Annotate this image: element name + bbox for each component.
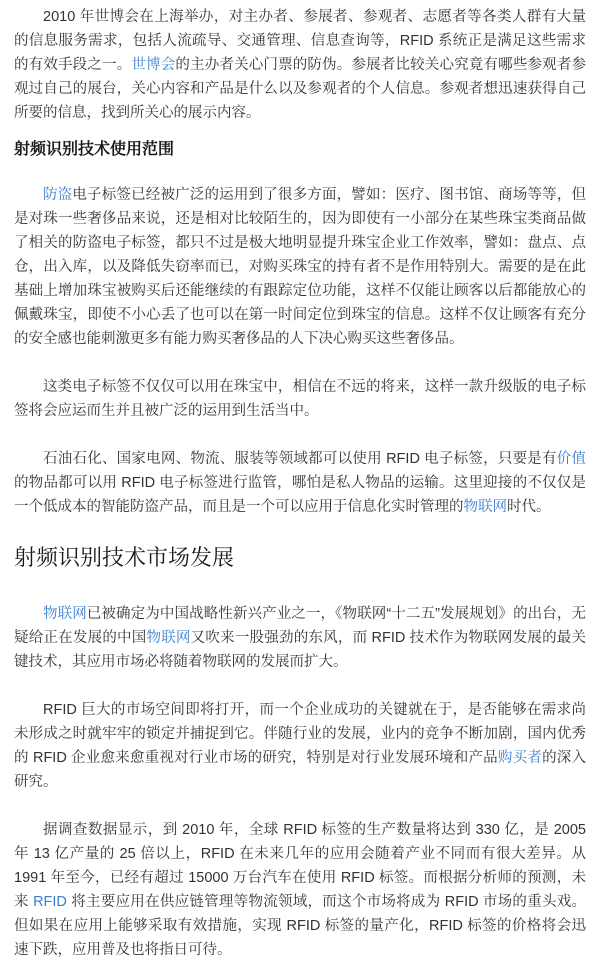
paragraph-upgraded-tags	[14, 375, 586, 423]
text-run: 时代。	[507, 499, 551, 515]
text-run: 的主办者关心门票的防伪。参展者比较关心究竟有哪些参观者参观过自己的展台，关心内容和产品是什么以及参观者的个人信息。参观者想迅速获得自己所要的信息，找到所关心的展示内容。	[14, 57, 587, 121]
paragraph-market-space	[14, 698, 586, 794]
text-run: RFID 巨大的市场空间即将打开，而一个企业成功的关键就在于，是否能够在需求尚未形成之时就牢牢的锁定并捕捉到它。伴随行业的发展，业内的竞争不断加剧，国内优秀的 RFID 企业愈来愈重视对行业市场的研究，特别是对行业发展环境和产品	[14, 702, 586, 766]
heading-market-development: 射频识别技术市场发展	[14, 545, 235, 570]
paragraph-iot-plan	[14, 602, 586, 674]
link-buyer[interactable]: 购买者	[497, 750, 543, 766]
link-rfid[interactable]: RFID	[33, 894, 67, 910]
text-run: 又吹来一股强劲的东风，而 RFID 技术作为物联网发展的最关键技术，其应用市场必将随着物联网的发展而扩大。	[14, 630, 587, 670]
paragraph-antitheft-tags	[14, 183, 586, 351]
paragraph-industry-fields	[14, 447, 586, 519]
link-antitheft[interactable]: 防盗	[43, 187, 73, 203]
text-run: 这类电子标签不仅仅可以用在珠宝中，相信在不远的将来，这样一款升级版的电子标签将会应运而生并且被广泛的运用到生活当中。	[14, 379, 586, 419]
heading-usage-scope: 射频识别技术使用范围	[14, 141, 175, 158]
text-run: 据调查数据显示，到 2010 年，全球 RFID 标签的生产数量将达到 330 亿，是 2005 年 13 亿产量的 25 倍以上，RFID 在未来几年的应用会随着产业不同而有很大差异。从 1991 年至今，已经有超过 15000 万台汽车在使用 RFID 标签。而根据分析师的预测，未来	[14, 822, 586, 910]
text-run: 已被确定为中国战略性新兴产业之一，《物联网“十二五”发展规划》的出台，无疑给正在发展的中国	[14, 606, 587, 646]
link-iot-1[interactable]: 物联网	[463, 499, 507, 515]
text-run: 石油石化、国家电网、物流、服装等领域都可以使用 RFID 电子标签，只要是有	[43, 451, 557, 467]
text-run: 电子标签已经被广泛的运用到了很多方面，譬如：医疗、图书馆、商场等等，但是对珠一些奢侈品来说，还是相对比较陌生的，因为即使有一小部分在某些珠宝类商品做了相关的防盗电子标签，都只不过是极大地明显提升珠宝企业工作效率，譬如：盘点、点仓，出入库，以及降低失窃率而已，对购买珠宝的持有者不是作用特别大。需要的是在此基础上增加珠宝被购买后还能继续的有跟踪定位功能，这样不仅能让顾客以后都能放心的佩戴珠宝，即使不小心丢了也可以在第一时间定位到珠宝的信息。这样不仅让顾客有充分的安全感也能刺激更多有能力购买奢侈品的人下决心购买这些奢侈品。	[14, 187, 587, 347]
text-run: 的物品都可以用 RFID 电子标签进行监管，哪怕是私人物品的运输。这里迎接的不仅仅是一个低成本的智能防盗产品，而且是一个可以应用于信息化实时管理的	[14, 475, 586, 515]
paragraph-survey-data	[14, 818, 586, 962]
link-expo[interactable]: 世博会	[131, 57, 176, 73]
link-iot-2[interactable]: 物联网	[43, 606, 87, 622]
text-run: 的深入研究。	[14, 750, 587, 790]
paragraph-expo-2010	[14, 5, 586, 125]
text-run: 将主要应用在供应链管理等物流领域，而这个市场将成为 RFID 市场的重头戏。但如果在应用上能够采取有效措施，实现 RFID 标签的量产化，RFID 标签的价格将会迅速下跌，应用普及也将指日可待。	[14, 894, 586, 958]
link-value[interactable]: 价值	[556, 451, 586, 467]
text-run: 2010 年世博会在上海举办，对主办者、参展者、参观者、志愿者等各类人群有大量的信息服务需求，包括人流疏导、交通管理、信息查询等，RFID 系统正是满足这些需求的有效手段之一。	[14, 9, 586, 73]
link-iot-3[interactable]: 物联网	[146, 630, 191, 646]
